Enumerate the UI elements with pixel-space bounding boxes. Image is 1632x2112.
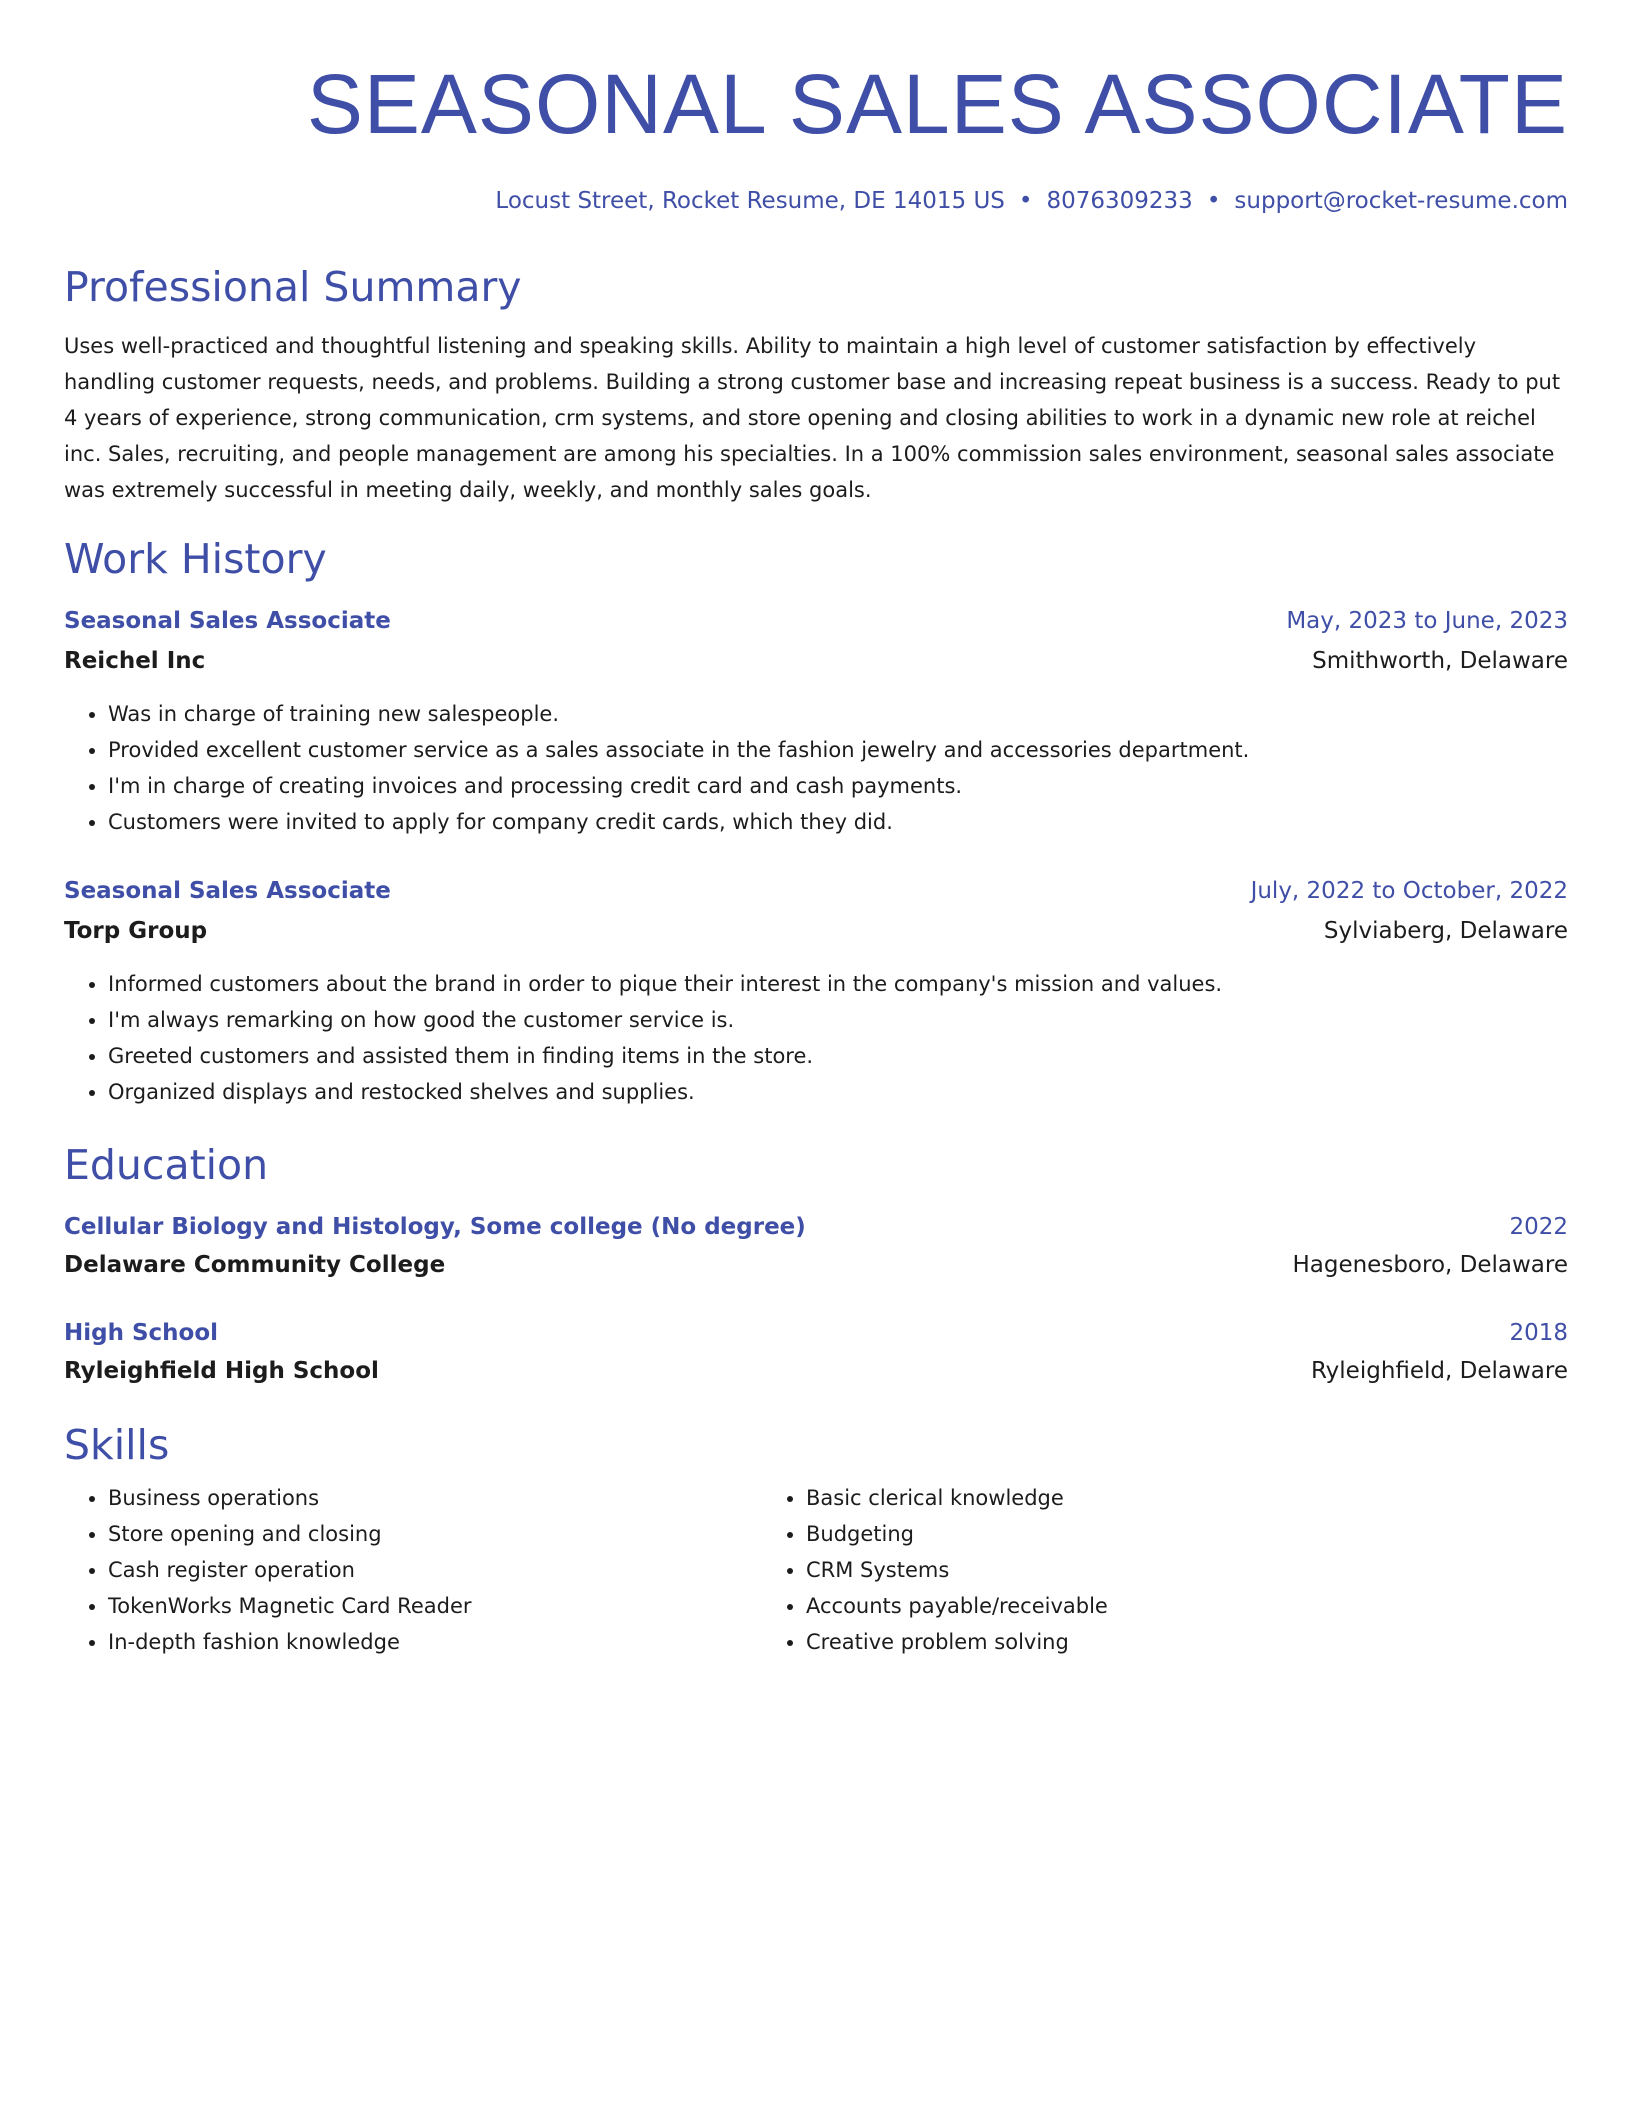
list-item: • Provided excellent customer service as a sales associate in the fashion jewelry and accessories department. [108,732,1568,768]
section-title-education: Education [64,1141,269,1189]
job-dates: May, 2023 to June, 2023 [1286,608,1568,634]
job-entry [64,876,1568,1110]
skill-item: • In-depth fashion knowledge [108,1624,762,1660]
resume-header [64,0,1568,216]
candidate-title: SEASONAL SALES ASSOCIATE [306,57,1568,151]
job-entry [64,606,1568,840]
education-school-row [64,1356,1568,1386]
contact-line [64,186,1568,216]
education-school-row [64,1250,1568,1280]
resume-page [64,0,1568,1660]
job-bullets [64,966,1568,1110]
education-degree: Cellular Biology and Histology, Some college (No degree) [64,1214,806,1240]
job-title-row [64,876,1568,906]
summary-text: Uses well-practiced and thoughtful listening and speaking skills. Ability to maintain a high level of customer satisfaction by effectively handling customer requests, needs, and problems. Building a strong customer base and increasing repeat business is a success. Ready to put 4 years of experience, strong communication, crm systems, and store opening and closing abilities to work in a dynamic new role at reichel inc. Sales, recruiting, and people management are among his specialties. In a 100% commission sales environment, seasonal sales associate was extremely successful in meeting daily, weekly, and monthly sales goals. [64,334,1561,502]
education-year: 2022 [1509,1214,1568,1240]
work-history-section [64,534,1568,1110]
job-position: Seasonal Sales Associate [64,878,391,904]
education-degree: High School [64,1320,219,1346]
skill-item: • Creative problem solving [806,1624,1522,1660]
list-item: • Was in charge of training new salespeople. [108,696,1568,732]
section-title-skills: Skills [64,1421,170,1469]
job-company-row [64,646,1568,676]
skill-item: • Accounts payable/receivable [806,1588,1522,1624]
education-location: Hagenesboro, Delaware [1292,1252,1568,1278]
skill-item: • Store opening and closing [108,1516,762,1552]
contact-email: support@rocket-resume.com [1234,188,1568,214]
job-position: Seasonal Sales Associate [64,608,391,634]
contact-separator: • [1018,188,1033,214]
job-location: Sylviaberg, Delaware [1323,918,1568,944]
job-bullets [64,696,1568,840]
skill-item: • TokenWorks Magnetic Card Reader [108,1588,762,1624]
skill-item: • Budgeting [806,1516,1522,1552]
list-item: • Greeted customers and assisted them in finding items in the store. [108,1038,1568,1074]
job-company-row [64,916,1568,946]
education-location: Ryleighfield, Delaware [1310,1358,1568,1384]
skill-item: • Cash register operation [108,1552,762,1588]
professional-summary-section [64,262,1568,508]
education-entry [64,1212,1568,1280]
skill-item: • Basic clerical knowledge [806,1480,1522,1516]
list-item: • I'm always remarking on how good the customer service is. [108,1002,1568,1038]
contact-address: Locust Street, Rocket Resume, DE 14015 US [495,188,1005,214]
skills-section [64,1420,1568,1660]
contact-phone: 8076309233 [1046,188,1193,214]
education-school: Delaware Community College [64,1252,446,1278]
job-dates: July, 2022 to October, 2022 [1250,878,1568,904]
education-degree-row [64,1212,1568,1242]
skill-item: • Business operations [108,1480,762,1516]
education-year: 2018 [1509,1320,1568,1346]
education-entry [64,1318,1568,1386]
list-item: • I'm in charge of creating invoices and processing credit card and cash payments. [108,768,1568,804]
section-title-work: Work History [64,535,327,583]
job-location: Smithworth, Delaware [1312,648,1568,674]
skills-list [64,1480,1568,1660]
skills-column-left [64,1480,762,1660]
job-company: Torp Group [64,918,208,944]
skill-item: • CRM Systems [806,1552,1522,1588]
skills-column-right [762,1480,1522,1660]
contact-separator: • [1206,188,1221,214]
education-school: Ryleighfield High School [64,1358,379,1384]
education-section [64,1140,1568,1386]
list-item: • Customers were invited to apply for company credit cards, which they did. [108,804,1568,840]
job-title-row [64,606,1568,636]
list-item: • Organized displays and restocked shelves and supplies. [108,1074,1568,1110]
list-item: • Informed customers about the brand in order to pique their interest in the company's mission and values. [108,966,1568,1002]
education-degree-row [64,1318,1568,1348]
job-company: Reichel Inc [64,648,206,674]
section-title-summary: Professional Summary [64,263,522,311]
